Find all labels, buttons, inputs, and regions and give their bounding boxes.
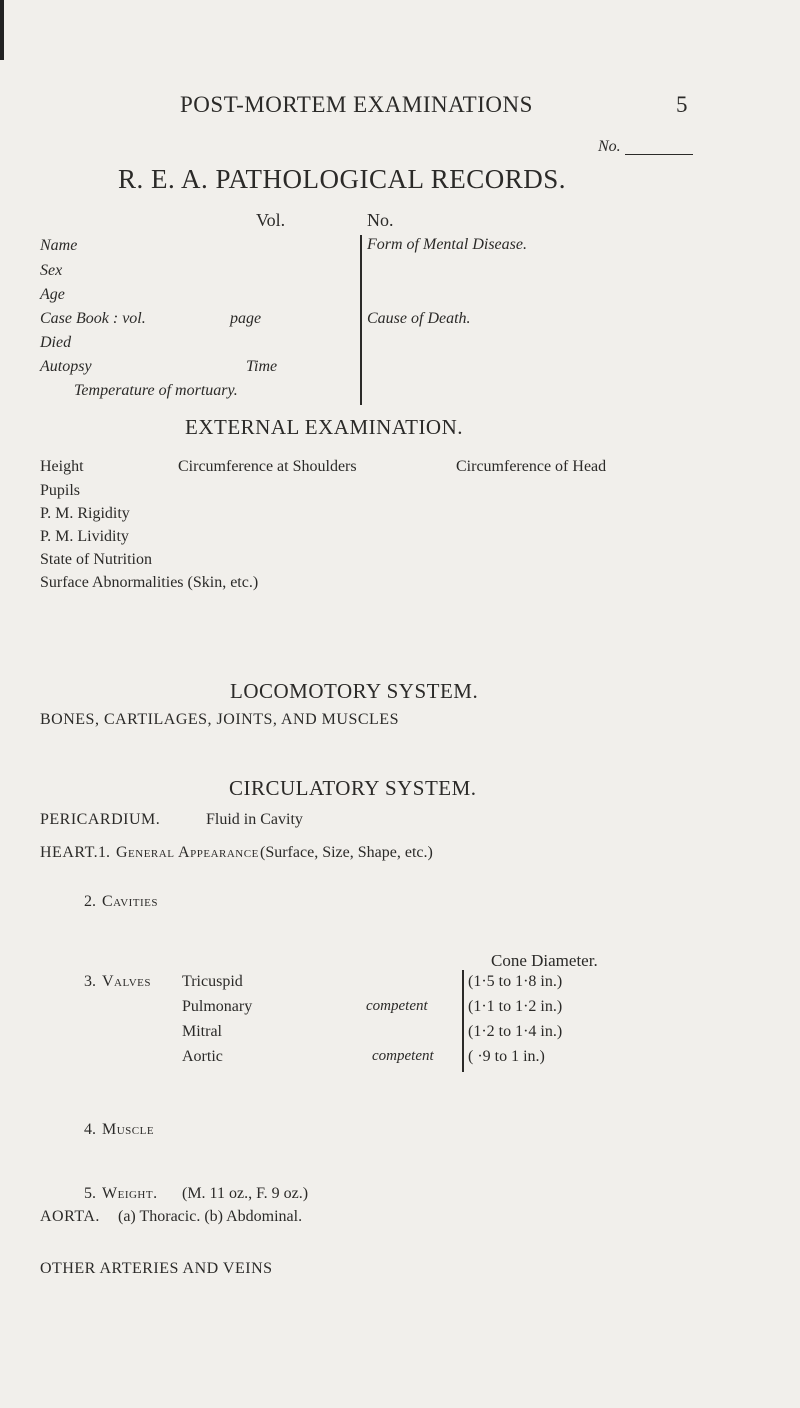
valve-name: Tricuspid xyxy=(182,973,243,990)
external-circ-shoulders: Circumference at Shoulders xyxy=(178,458,357,475)
external-nutrition: State of Nutrition xyxy=(40,551,152,568)
field-page: page xyxy=(230,310,262,327)
weight-label: Weight. xyxy=(102,1185,158,1202)
weight-number: 5. xyxy=(84,1185,96,1202)
cone-divider xyxy=(462,970,464,1072)
field-temperature: Temperature of mortuary. xyxy=(74,382,238,399)
valve-name: Mitral xyxy=(182,1023,222,1040)
field-time: Time xyxy=(246,358,278,375)
page-edge-mark xyxy=(0,0,4,60)
external-rigidity: P. M. Rigidity xyxy=(40,505,130,522)
locomotory-heading: LOCOMOTORY SYSTEM. xyxy=(230,679,479,703)
valve-note: competent xyxy=(372,1048,434,1064)
heart-item1-number: 1. xyxy=(98,844,110,861)
cavities-label: Cavities xyxy=(102,893,159,910)
external-lividity: P. M. Lividity xyxy=(40,528,129,545)
muscle-number: 4. xyxy=(84,1121,96,1138)
field-name: Name xyxy=(40,237,78,254)
heart-general-appearance: General Appearance xyxy=(116,844,259,861)
fluid-in-cavity: Fluid in Cavity xyxy=(206,811,303,828)
external-heading: EXTERNAL EXAMINATION. xyxy=(185,415,464,439)
field-autopsy: Autopsy xyxy=(40,358,92,375)
page-number: 5 xyxy=(676,92,688,117)
field-died: Died xyxy=(40,334,72,351)
external-height: Height xyxy=(40,458,84,475)
external-pupils: Pupils xyxy=(40,482,81,499)
heart-general-appearance-detail: (Surface, Size, Shape, etc.) xyxy=(260,844,433,861)
field-form-of-mental-disease: Form of Mental Disease. xyxy=(367,236,527,253)
record-no-label: No. xyxy=(598,138,621,155)
vol-label: Vol. xyxy=(256,210,286,230)
muscle-label: Muscle xyxy=(102,1121,155,1138)
other-arteries-heading: OTHER ARTERIES AND VEINS xyxy=(40,1260,273,1277)
valve-cone: (1·2 to 1·4 in.) xyxy=(468,1023,563,1040)
aorta-label: AORTA. xyxy=(40,1208,100,1225)
valve-note: competent xyxy=(366,998,428,1014)
valve-name: Aortic xyxy=(182,1048,223,1065)
field-cause-of-death: Cause of Death. xyxy=(367,310,471,327)
cone-diameter-heading: Cone Diameter. xyxy=(491,951,598,970)
pericardium-label: PERICARDIUM. xyxy=(40,811,161,828)
valves-label: Valves xyxy=(102,973,151,990)
aorta-detail: (a) Thoracic. (b) Abdominal. xyxy=(118,1208,303,1225)
external-circ-head: Circumference of Head xyxy=(456,458,607,475)
heart-label: HEART. xyxy=(40,844,99,861)
cavities-number: 2. xyxy=(84,893,96,910)
no-label: No. xyxy=(367,210,394,230)
valve-name: Pulmonary xyxy=(182,998,253,1015)
valve-cone: ( ·9 to 1 in.) xyxy=(468,1048,545,1065)
locomotory-subheading: BONES, CARTILAGES, JOINTS, AND MUSCLES xyxy=(40,711,399,728)
valves-number: 3. xyxy=(84,973,96,990)
field-age: Age xyxy=(40,286,65,303)
header-divider xyxy=(360,235,362,405)
record-no-blank xyxy=(625,154,693,155)
valve-cone: (1·5 to 1·8 in.) xyxy=(468,973,563,990)
weight-detail: (M. 11 oz., F. 9 oz.) xyxy=(182,1185,309,1202)
external-surface: Surface Abnormalities (Skin, etc.) xyxy=(40,574,259,591)
field-sex: Sex xyxy=(40,262,63,279)
form-title: R. E. A. PATHOLOGICAL RECORDS. xyxy=(118,164,567,194)
valve-cone: (1·1 to 1·2 in.) xyxy=(468,998,563,1015)
circulatory-heading: CIRCULATORY SYSTEM. xyxy=(229,776,477,800)
running-header-title: POST-MORTEM EXAMINATIONS xyxy=(180,92,533,117)
field-case-book: Case Book : vol. xyxy=(40,310,146,327)
